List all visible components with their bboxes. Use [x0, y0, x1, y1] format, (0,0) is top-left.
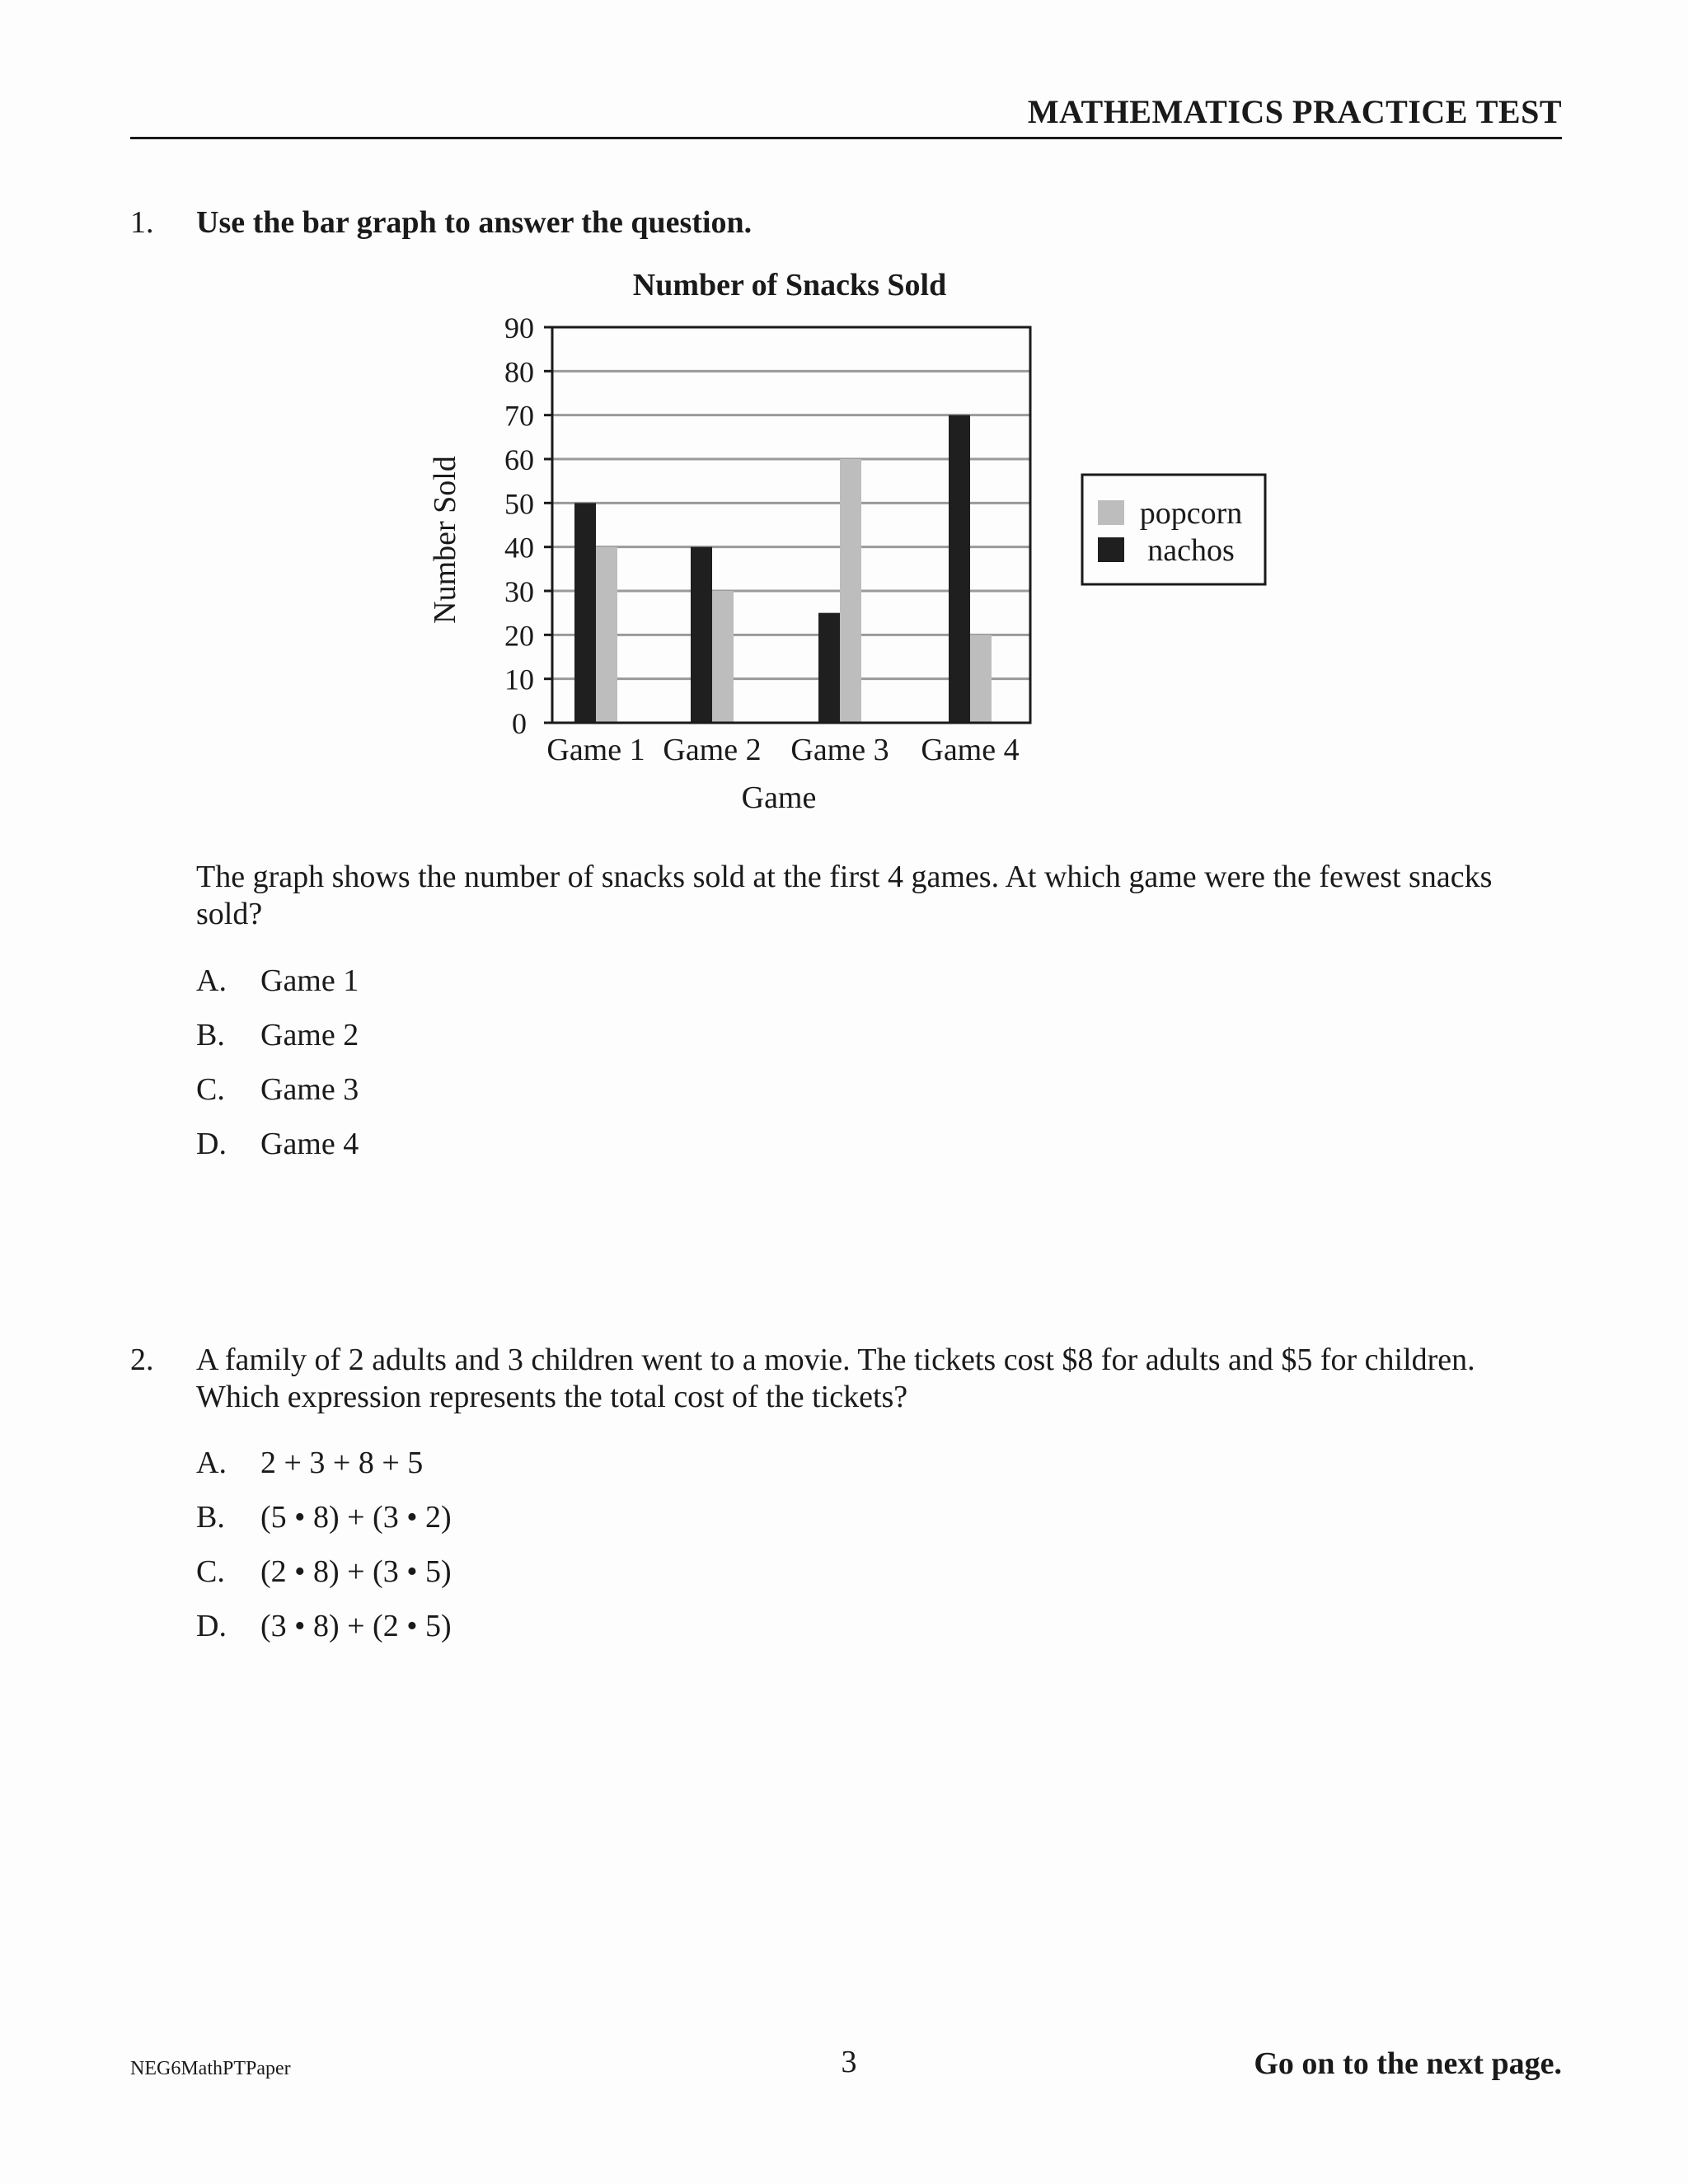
option-letter: C.	[196, 1554, 225, 1589]
option-text: (2 • 8) + (3 • 5)	[260, 1554, 452, 1589]
q1-option-c[interactable]	[196, 1071, 359, 1108]
option-letter: D.	[196, 1609, 227, 1643]
chart-x-axis-label: Game	[741, 780, 817, 815]
question-2-number: 2.	[130, 1343, 154, 1377]
option-text: Game 4	[260, 1127, 359, 1161]
chart-y-ticks	[504, 312, 552, 740]
x-tick-label: Game 2	[663, 733, 762, 767]
question-1-number: 1.	[130, 205, 154, 240]
y-tick-label: 50	[504, 487, 534, 521]
chart-bars	[574, 415, 992, 723]
q2-option-b[interactable]	[196, 1499, 452, 1535]
y-tick-label: 0	[512, 707, 527, 740]
option-letter: C.	[196, 1072, 225, 1107]
q2-option-d[interactable]	[196, 1608, 452, 1644]
legend-swatch-nachos	[1098, 537, 1124, 562]
chart-title: Number of Snacks Sold	[632, 268, 947, 302]
chart-x-ticks	[546, 733, 1019, 767]
option-letter: A.	[196, 963, 227, 998]
y-tick-label: 10	[504, 663, 534, 696]
bar-nachos-game-3	[818, 613, 840, 723]
question-2-text: A family of 2 adults and 3 children went to a movie. The tickets cost $8 for adults and $5 for children. Which expression represents the total cost of the tickets?	[196, 1343, 1475, 1414]
y-tick-label: 70	[504, 399, 534, 433]
page-header-title: MATHEMATICS PRACTICE TEST	[1027, 93, 1562, 130]
bar-popcorn-game-2	[712, 591, 734, 723]
y-tick-label: 90	[504, 312, 534, 344]
bar-popcorn-game-1	[596, 547, 617, 723]
option-text: Game 3	[260, 1072, 359, 1107]
y-tick-label: 60	[504, 443, 534, 476]
legend-label-nachos: nachos	[1147, 533, 1235, 568]
option-letter: A.	[196, 1446, 227, 1480]
option-text: 2 + 3 + 8 + 5	[260, 1446, 424, 1480]
chart-legend	[1082, 475, 1265, 584]
q1-option-a[interactable]	[196, 963, 359, 999]
option-letter: B.	[196, 1500, 225, 1535]
question-1-instruction: Use the bar graph to answer the question.	[196, 205, 753, 240]
option-text: (3 • 8) + (2 • 5)	[260, 1609, 452, 1643]
bar-popcorn-game-3	[840, 459, 861, 723]
option-text: Game 1	[260, 963, 359, 998]
question-1-text: The graph shows the number of snacks sold at the first 4 games. At which game were the fewest snacks sold?	[196, 860, 1493, 931]
option-text: (5 • 8) + (3 • 2)	[260, 1500, 452, 1535]
option-letter: B.	[196, 1018, 225, 1052]
q1-option-d[interactable]	[196, 1126, 359, 1162]
snacks-bar-chart	[0, 0, 1688, 832]
x-tick-label: Game 1	[546, 733, 645, 767]
footer-page-number: 3	[841, 2045, 857, 2079]
y-tick-label: 80	[504, 355, 534, 389]
x-tick-label: Game 4	[921, 733, 1020, 767]
footer-next-page: Go on to the next page.	[1254, 2046, 1562, 2081]
option-text: Game 2	[260, 1018, 359, 1052]
y-tick-label: 40	[504, 531, 534, 565]
chart-y-axis-label: Number Sold	[428, 456, 462, 624]
q2-option-a[interactable]	[196, 1445, 423, 1481]
bar-nachos-game-2	[691, 547, 712, 723]
bar-popcorn-game-4	[970, 635, 992, 723]
legend-swatch-popcorn	[1098, 500, 1124, 525]
footer-form-code: NEG6MathPTPaper	[130, 2058, 291, 2079]
y-tick-label: 20	[504, 619, 534, 653]
q1-option-b[interactable]	[196, 1017, 359, 1053]
x-tick-label: Game 3	[790, 733, 889, 767]
legend-label-popcorn: popcorn	[1139, 496, 1243, 531]
q2-option-c[interactable]	[196, 1554, 452, 1590]
y-tick-label: 30	[504, 575, 534, 608]
bar-nachos-game-4	[949, 415, 970, 723]
option-letter: D.	[196, 1127, 227, 1161]
bar-nachos-game-1	[574, 503, 596, 723]
